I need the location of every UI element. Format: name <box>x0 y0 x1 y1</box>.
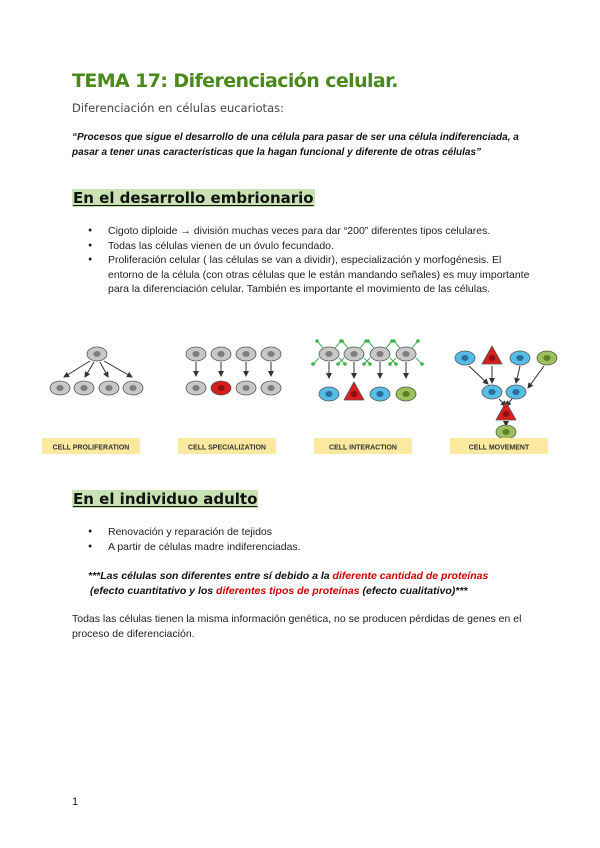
signal-dot <box>340 339 344 343</box>
signal-dot <box>362 362 366 366</box>
signal-dot <box>420 362 424 366</box>
cell-nucleus <box>129 385 136 391</box>
cell-drawings <box>50 339 557 439</box>
signal-dot <box>392 339 396 343</box>
cell-nucleus <box>488 389 495 395</box>
cell-nucleus <box>489 355 496 361</box>
label-cell-proliferation <box>42 438 140 454</box>
list-item: ● Cigoto diploide → división muchas veces para dar “200” diferentes tipos celulares. <box>88 224 538 239</box>
proteins-note <box>88 569 538 599</box>
label-text: CELL INTERACTION <box>329 444 397 452</box>
signal-dot <box>336 362 340 366</box>
note-prefix: ***Las células son diferentes entre sí debido a la <box>88 570 333 582</box>
signal-dot <box>343 362 347 366</box>
cell-nucleus <box>325 391 332 397</box>
list-item: ● Renovación y reparación de tejidos <box>88 525 518 540</box>
label-text: CELL SPECIALIZATION <box>188 444 266 452</box>
cell-nucleus <box>325 351 332 357</box>
cell-nucleus <box>376 391 383 397</box>
cell-nucleus <box>56 385 63 391</box>
cell-nucleus <box>105 385 112 391</box>
genetic-info-paragraph: Todas las células tienen la misma información genética, no se producen pérdidas de genes en el proceso de diferenciación. <box>72 613 522 640</box>
arrow <box>469 366 488 384</box>
label-cell-movement <box>450 438 548 454</box>
page-title: TEMA 17: Diferenciación celular. <box>72 70 398 92</box>
cell-nucleus <box>402 391 409 397</box>
cell-nucleus <box>461 355 468 361</box>
signal-dot <box>368 362 372 366</box>
signal-dot <box>394 362 398 366</box>
cell-nucleus <box>543 355 550 361</box>
list-item: ● Todas las células vienen de un óvulo fecundado. <box>88 239 538 254</box>
arrow <box>85 362 94 377</box>
cell-nucleus <box>267 351 274 357</box>
cell-nucleus <box>217 351 224 357</box>
arrow <box>104 361 132 377</box>
note-highlight-types: diferentes tipos de proteínas <box>216 585 360 597</box>
embryonic-bullet-list <box>88 224 538 297</box>
cell-nucleus <box>376 351 383 357</box>
cell-nucleus <box>80 385 87 391</box>
note-middle: (efecto cuantitativo y los <box>90 585 217 597</box>
cell-nucleus <box>350 351 357 357</box>
definition-quote: “Procesos que sigue el desarrollo de una célula para pasar de ser una célula indiferenciada, a pasar a tener unas características que la hagan funcional y diferente de otras células” <box>72 132 519 158</box>
note-suffix: (efecto cualitativo)*** <box>359 585 468 597</box>
signal-dot <box>388 362 392 366</box>
section-heading-embryonic-text: En el desarrollo embrionario <box>73 189 314 207</box>
arrow <box>100 362 108 377</box>
cell-nucleus <box>512 389 519 395</box>
cell-differentiation-figure <box>40 336 560 458</box>
signal-dot <box>315 339 319 343</box>
adult-bullet-list <box>88 525 518 554</box>
signal-dot <box>366 339 370 343</box>
section-heading-embryonic <box>72 189 315 207</box>
list-item: ● Proliferación celular ( las células se van a dividir), especialización y morfogénesis. El entorno de la célula (con otras células que le están mandando señales) es muy importante para la diferenciación celular. También es importante el movimiento de las células. <box>88 253 538 297</box>
cell-nucleus <box>242 385 249 391</box>
cell-nucleus <box>351 391 358 397</box>
label-text: CELL MOVEMENT <box>468 444 530 452</box>
page-number: 1 <box>72 796 79 808</box>
cell-nucleus <box>192 351 199 357</box>
figure-labels <box>42 438 548 454</box>
cell-nucleus <box>503 411 510 417</box>
cell-nucleus <box>192 385 199 391</box>
list-item: ● A partir de células madre indiferenciadas. <box>88 540 518 555</box>
subtitle: Diferenciación en células eucariotas: <box>72 101 284 115</box>
signal-dot <box>311 362 315 366</box>
cell-nucleus <box>93 351 100 357</box>
note-highlight-quantity: diferente cantidad de proteínas <box>332 570 489 582</box>
cell-nucleus <box>267 385 274 391</box>
cell-nucleus <box>217 385 224 391</box>
signal-dot <box>416 339 420 343</box>
arrow <box>516 366 520 383</box>
label-cell-specialization <box>178 438 276 454</box>
section-heading-adult <box>72 490 258 508</box>
cell-nucleus <box>242 351 249 357</box>
cell-nucleus <box>502 429 509 435</box>
section-heading-adult-text: En el individuo adulto <box>73 490 258 508</box>
label-text: CELL PROLIFERATION <box>52 444 130 452</box>
cell-nucleus <box>516 355 523 361</box>
label-cell-interaction <box>314 438 412 454</box>
cell-nucleus <box>402 351 409 357</box>
arrow <box>528 366 544 388</box>
